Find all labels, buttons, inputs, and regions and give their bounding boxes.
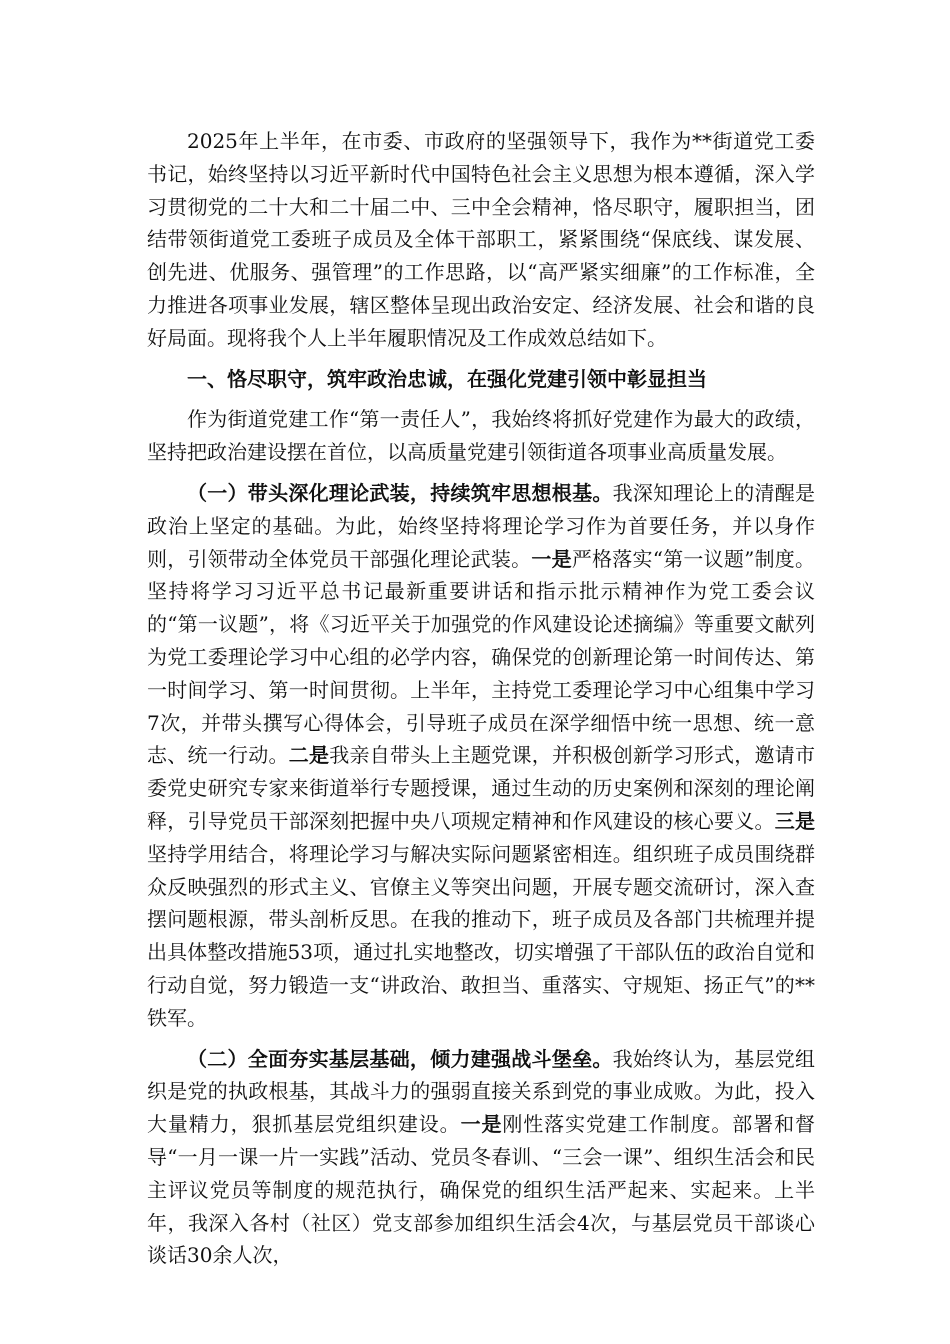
subsection-1-text: 我亲自带头上主题党课，并积极创新学习形式，邀请市委党史研究专家来街道举行专题授课，通过生动的历史案例和深刻的理论阐释，引导党员干部深刻把握中央八项规定精神和作风建设的核心要义。 xyxy=(147,743,815,833)
subsection-2-text: 刚性落实党建工作制度。部署和督导“一月一课一片一实践”活动、党员冬春训、“三会一课”、组织生活会和民主评议党员等制度的规范执行，确保党的组织生活严起来、实起来。上半年，我深入各村（社区）党支部参加组织生活会4次，与基层党员干部谈心谈话30余人次， xyxy=(147,1112,816,1268)
subsection-1-text: 坚持学用结合，将理论学习与解决实际问题紧密相连。组织班子成员围绕群众反映强烈的形式主义、官僚主义等突出问题，开展专题交流研讨，深入查摆问题根源，带头剖析反思。在我的推动下，班子成员及各部门共梳理并提出具体整改措施53项，通过扎实地整改，切实增强了干部队伍的政治自觉和行动自觉，努力锻造一支“讲政治、敢担当、重落实、守规矩、扬正气”的**铁军。 xyxy=(147,841,815,1030)
document-body xyxy=(147,125,815,1272)
intro-paragraph xyxy=(147,125,815,355)
section-intro-paragraph xyxy=(147,403,815,469)
keyword-second: 二是 xyxy=(288,743,330,768)
subsection-1-text: 我深知理论上的清醒是政治上坚定的基础。为此，始终坚持将理论学习作为首要任务，并以身作则，引领带动全体党员干部强化理论武装。 xyxy=(147,480,816,571)
keyword-third: 三是 xyxy=(774,808,815,833)
keyword-first: 一是 xyxy=(531,546,572,571)
intro-text: 2025年上半年，在市委、市政府的坚强领导下，我作为**街道党工委书记，始终坚持以习近平新时代中国特色社会主义思想为根本遵循，深入学习贯彻党的二十大和二十届二中、三中全会精神，恪尽职守，履职担当，团结带领街道党工委班子成员及全体干部职工，紧紧围绕“保底线、谋发展、创先进、优服务、强管理”的工作思路，以“高严紧实细廉”的工作标准，全力推进各项事业发展，辖区整体呈现出政治安定、经济发展、社会和谐的良好局面。现将我个人上半年履职情况及工作成效总结如下。 xyxy=(147,129,815,350)
subsection-2-paragraph xyxy=(147,1043,815,1273)
subsection-2-text: 我始终认为，基层党组织是党的执政根基，其战斗力的强弱直接关系到党的事业成败。为此，投入大量精力，狠抓基层党组织建设。 xyxy=(147,1046,816,1137)
subsection-1-paragraph xyxy=(147,477,815,1035)
section-intro-text: 作为街道党建工作“第一责任人”，我始终将抓好党建作为最大的政绩，坚持把政治建设摆在首位，以高质量党建引领街道各项事业高质量发展。 xyxy=(147,407,815,465)
subsection-1-text: 严格落实“第一议题”制度。坚持将学习习近平总书记最新重要讲话和指示批示精神作为党工委会议的“第一议题”，将《习近平关于加强党的作风建设论述摘编》等重要文献列为党工委理论学习中心组的必学内容，确保党的创新理论第一时间传达、第一时间学习、第一时间贯彻。上半年，主持党工委理论学习中心组集中学习7次，并带头撰写心得体会，引导班子成员在深学细悟中统一思想、统一意志、统一行动。 xyxy=(147,546,816,768)
subsection-1-title: （一）带头深化理论武装，持续筑牢思想根基。 xyxy=(187,480,613,505)
subsection-2-title: （二）全面夯实基层基础，倾力建强战斗堡垒。 xyxy=(187,1046,613,1071)
section-heading-text: 一、恪尽职守，筑牢政治忠诚，在强化党建引领中彰显担当 xyxy=(187,366,707,391)
section-heading xyxy=(147,363,815,396)
keyword-first: 一是 xyxy=(460,1112,503,1137)
